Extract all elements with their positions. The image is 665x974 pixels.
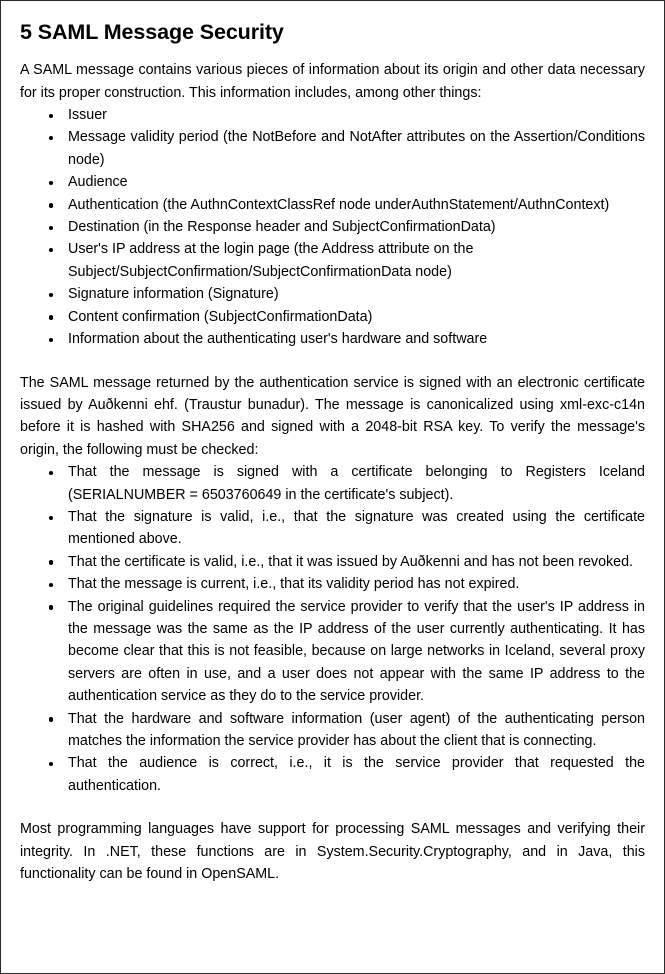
list-item: Content confirmation (SubjectConfirmationData) <box>20 306 645 328</box>
intro-paragraph: A SAML message contains various pieces of information about its origin and other data necessary for its proper construction. This information includes, among other things: <box>20 62 645 101</box>
list-item: Message validity period (the NotBefore and NotAfter attributes on the Assertion/Conditions node) <box>20 126 645 171</box>
closing-paragraph: Most programming languages have support for processing SAML messages and verifying their integrity. In .NET, these functions are in System.Security.Cryptography, and in Java, this functionality can be found in OpenSAML. <box>20 821 645 883</box>
list-item: User's IP address at the login page (the Address attribute on the Subject/SubjectConfirmation/SubjectConfirmationData node) <box>20 238 645 283</box>
saml-message-contents-list <box>20 104 645 350</box>
list-item: Issuer <box>20 104 645 126</box>
list-item: That the hardware and software information (user agent) of the authenticating person matches the information the service provider has about the client that is connecting. <box>20 708 645 753</box>
list-item: Audience <box>20 171 645 193</box>
page-title: 5 SAML Message Security <box>20 20 284 44</box>
list-item: That the message is current, i.e., that its validity period has not expired. <box>20 573 645 595</box>
list-item: Authentication (the AuthnContextClassRef node underAuthnStatement/AuthnContext) <box>20 194 645 216</box>
list-item: The original guidelines required the service provider to verify that the user's IP address in the message was the same as the IP address of the user currently authenticating. It has become clear that this is not feasible, because on large networks in Iceland, several proxy servers are often in use, and a user does not appear with the same IP address to the authentication service as they do to the service provider. <box>20 596 645 708</box>
list-item: That the audience is correct, i.e., it is the service provider that requested the authentication. <box>20 752 645 797</box>
page-content-area <box>1 1 664 885</box>
list-item: That the message is signed with a certificate belonging to Registers Iceland (SERIALNUMBER = 6503760649 in the certificate's subject). <box>20 461 645 506</box>
list-item: Destination (in the Response header and SubjectConfirmationData) <box>20 216 645 238</box>
list-item: Signature information (Signature) <box>20 283 645 305</box>
signing-paragraph: The SAML message returned by the authentication service is signed with an electronic certificate issued by Auðkenni ehf. (Traustur bunadur). The message is canonicalized using xml-exc-c14n before it is hashed with SHA256 and signed with a 2048-bit RSA key. To verify the message's origin, the following must be checked: <box>20 374 645 458</box>
list-item: That the certificate is valid, i.e., that it was issued by Auðkenni and has not been revoked. <box>20 551 645 573</box>
list-item: That the signature is valid, i.e., that the signature was created using the certificate mentioned above. <box>20 506 645 551</box>
list-item: Information about the authenticating user's hardware and software <box>20 328 645 350</box>
verification-checklist <box>20 461 645 797</box>
